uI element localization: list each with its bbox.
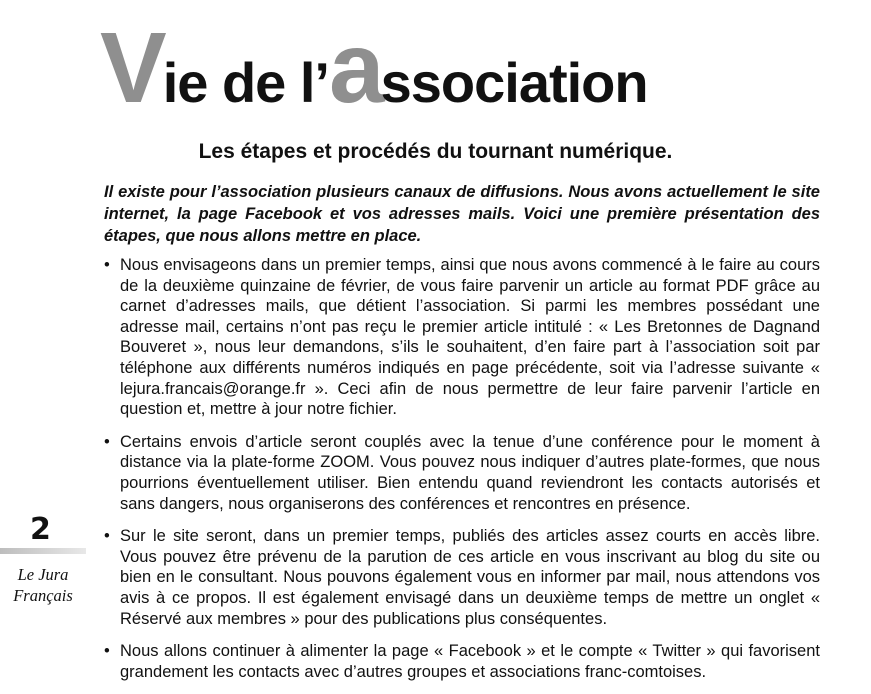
article-subtitle: Les étapes et procédés du tournant numérique. xyxy=(198,140,673,163)
list-item-text: Sur le site seront, dans un premier temps, publiés des articles assez courts en accès libre. Vous pouvez être prévenu de la parution de ces article en vous inscrivant au blog du site ou bien en le consultant. Nous pouvons également vous en informer par mail, nous attendons vos avis à ce propos. Il est également envisagé dans un deuxième temps de mettre un onglet « Réservé aux membres » pour des publications plus conséquentes. xyxy=(120,527,820,628)
journal-name xyxy=(0,564,86,606)
list-item xyxy=(104,432,820,514)
journal-name-line1: Le Jura xyxy=(17,565,69,584)
intro-paragraph: Il existe pour l’association plusieurs canaux de diffusions. Nous avons actuellement le site internet, la page Facebook et vos adresses mails. Voici une première présentation des étapes, que nous allons mettre en place. xyxy=(104,183,820,245)
list-item xyxy=(104,255,820,420)
title-text-part2: ssociation xyxy=(380,51,648,114)
bullet-icon: • xyxy=(104,432,110,451)
title-initial-a: a xyxy=(329,12,381,124)
bullet-icon: • xyxy=(104,642,110,661)
bullet-icon: • xyxy=(104,256,110,274)
page-number: 2 xyxy=(30,512,51,547)
list-item-text: Certains envois d’article seront couplés avec la tenue d’une conférence pour le moment à distance via la plate-forme ZOOM. Vous pouvez nous indiquer d’autres plate-formes, que nous pourrions éventuellement utiliser. Bien entendu quand reviendront les contacts autorisés et sans dangers, nous organiserons des conférences et rencontres en présence. xyxy=(120,432,820,513)
list-item xyxy=(104,526,820,629)
bullet-icon: • xyxy=(104,527,110,546)
list-item-text: Nous envisageons dans un premier temps, ainsi que nous avons commencé à le faire au cours de la deuxième quinzaine de février, de vous faire parvenir un article au format PDF grâce au carnet d’adresses mails, que détient l’association. Si parmi les membres possédant une adresse mail, certains n’ont pas reçu le premier article intitulé : « Les Bretonnes de Dagnand Bouveret », nous leur demandons, s’ils le souhaitent, d’en faire part à l’association soit par téléphone aux différents numéros indiqués en page précédente, soit via l’adresse suivante « lejura.francais@orange.fr ». Ceci afin de nous permettre de leur faire parvenir l’article en question et, mettre à jour notre fichier. xyxy=(120,256,820,419)
page-title xyxy=(100,12,648,124)
title-text-part1: ie de l’ xyxy=(162,51,329,114)
title-initial-v: V xyxy=(100,12,163,124)
list-item-text: Nous allons continuer à alimenter la page « Facebook » et le compte « Twitter » qui favorisent grandement les contacts avec d’autres groupes et associations franc-comtoises. xyxy=(120,642,820,681)
journal-name-line2: Français xyxy=(13,586,73,605)
sidebar-divider xyxy=(0,548,86,554)
list-item xyxy=(104,641,820,682)
bullet-list xyxy=(104,255,820,694)
